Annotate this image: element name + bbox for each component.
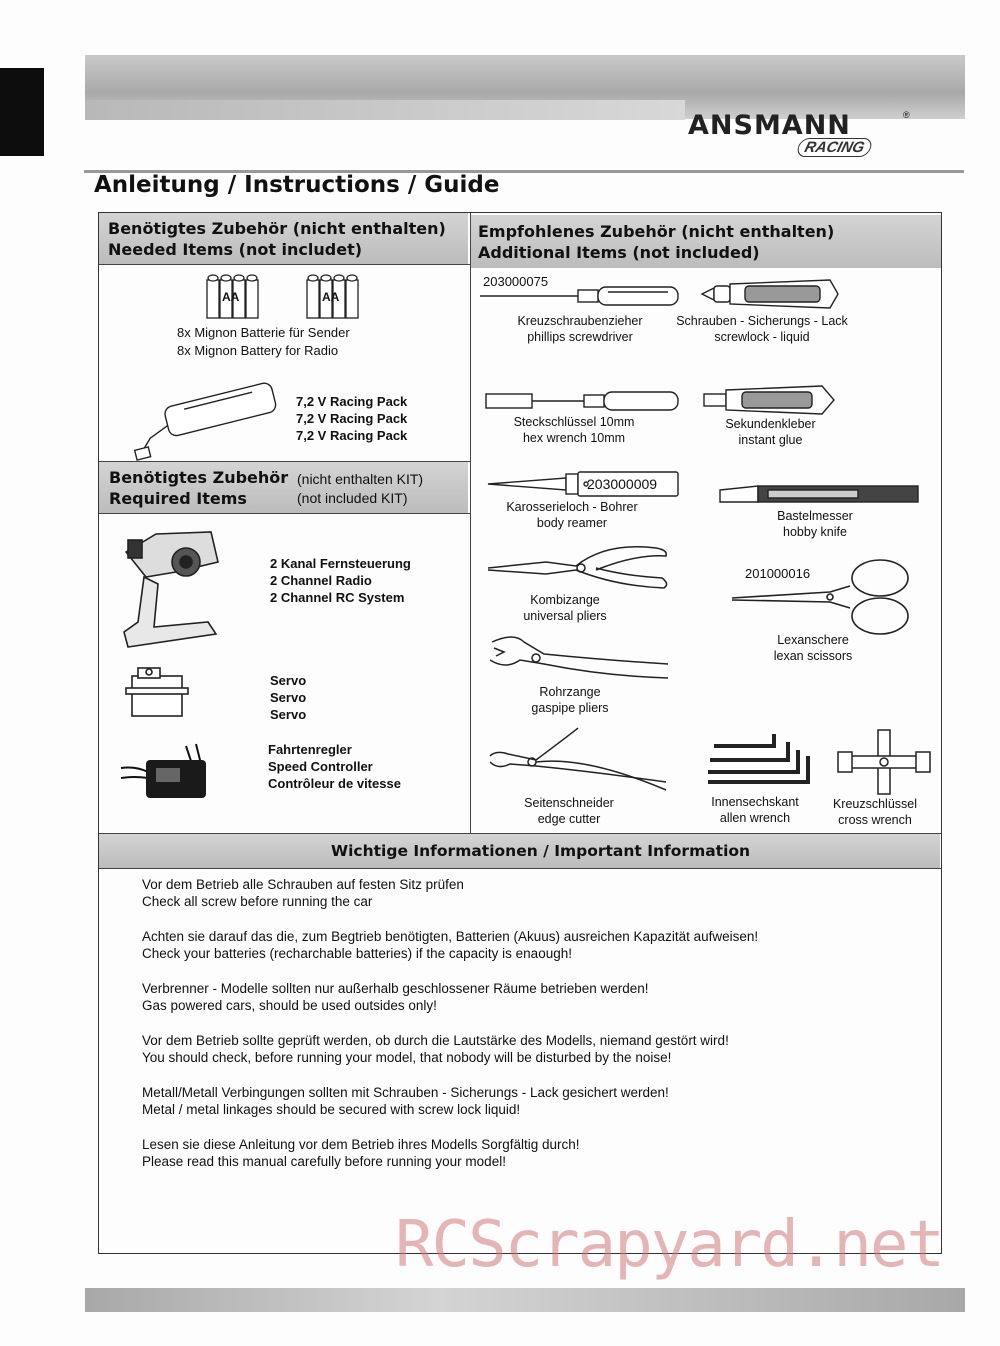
screwdriver-code: 203000075 xyxy=(483,274,549,289)
servo-line: Servo xyxy=(270,690,307,705)
racing-pack-icon xyxy=(126,384,286,450)
universal-pliers-icon xyxy=(486,540,676,596)
gaspipe-en: gaspipe pliers xyxy=(531,701,609,715)
column-divider xyxy=(470,213,471,833)
needed-heading-de: Benötigtes Zubehör (nicht enthalten) xyxy=(108,219,446,238)
info-de: Vor dem Betrieb alle Schrauben auf festen Sitz prüfen xyxy=(142,877,464,892)
gaspipe-pliers-icon xyxy=(484,630,674,685)
info-en: Please read this manual carefully before running your model! xyxy=(142,1154,506,1169)
battery-text-de: 8x Mignon Batterie für Sender xyxy=(177,325,350,340)
divider xyxy=(99,513,470,514)
racing-pack-line: 7,2 V Racing Pack xyxy=(296,428,408,443)
racing-pack-line: 7,2 V Racing Pack xyxy=(296,394,408,409)
info-item xyxy=(142,1084,922,1118)
allen-en: allen wrench xyxy=(719,811,791,825)
required-heading-de: Benötigtes Zubehör xyxy=(109,468,289,487)
info-en: Metal / metal linkages should be secured with screw lock liquid! xyxy=(142,1102,521,1117)
reamer-de: Karosserieloch - Bohrer xyxy=(506,500,638,514)
servo-line: Servo xyxy=(270,707,307,722)
info-item xyxy=(142,876,922,910)
radio-line: 2 Channel RC System xyxy=(270,590,405,605)
radio-line: 2 Kanal Fernsteuerung xyxy=(270,556,411,571)
transmitter-icon xyxy=(116,522,226,652)
screwlock-tube-icon xyxy=(700,276,845,312)
cross-wrench-en: cross wrench xyxy=(838,813,912,827)
allen-wrench-icon xyxy=(704,732,814,788)
pliers-de: Kombizange xyxy=(530,593,600,607)
hobby-knife-icon xyxy=(718,484,923,506)
cutter-en: edge cutter xyxy=(537,812,601,826)
info-de: Achten sie darauf das die, zum Begtrieb benötigten, Batterien (Akuus) ausreichen Kapazität aufweisen! xyxy=(142,929,759,944)
speed-controller-icon xyxy=(116,738,216,804)
required-note-en: (not included KIT) xyxy=(297,490,408,506)
knife-en: hobby knife xyxy=(783,525,847,539)
screwdriver-en: phillips screwdriver xyxy=(527,330,633,344)
logo-registered-mark: ® xyxy=(903,110,910,120)
lexan-scissors-icon xyxy=(730,556,915,638)
screwdriver-icon xyxy=(478,284,688,308)
divider xyxy=(99,868,941,869)
screwlock-en: screwlock - liquid xyxy=(714,330,810,344)
header-band-accent xyxy=(85,100,685,120)
hex-wrench-icon xyxy=(484,390,684,414)
hex-wrench-en: hex wrench 10mm xyxy=(522,431,626,445)
esc-line: Speed Controller xyxy=(268,759,373,774)
info-de: Verbrenner - Modelle sollten nur außerhalb geschlossener Räume betrieben werden! xyxy=(142,981,649,996)
info-item xyxy=(142,980,922,1014)
logo-subtitle: RACING xyxy=(795,138,873,157)
battery-label: AA xyxy=(222,290,240,304)
reamer-code: 203000009 xyxy=(587,476,658,492)
info-en: Check your batteries (recharchable batteries) if the capacity is enaough! xyxy=(142,946,572,961)
required-heading-en: Required Items xyxy=(109,489,247,508)
footer-band xyxy=(85,1288,965,1312)
screwdriver-de: Kreuzschraubenzieher xyxy=(517,314,643,328)
info-en: You should check, before running your model, that nobody will be disturbed by the noise! xyxy=(142,1050,672,1065)
knife-de: Bastelmesser xyxy=(777,509,853,523)
recommended-heading-de: Empfohlenes Zubehör (nicht enthalten) xyxy=(478,222,835,241)
battery-label: AA xyxy=(322,290,340,304)
needed-items-header xyxy=(99,213,468,264)
instant-glue-icon xyxy=(702,382,842,418)
cutter-de: Seitenschneider xyxy=(524,796,614,810)
gaspipe-de: Rohrzange xyxy=(539,685,601,699)
scissors-code: 201000016 xyxy=(745,566,811,581)
divider xyxy=(99,264,470,265)
info-header xyxy=(99,834,940,868)
screwlock-de: Schrauben - Sicherungs - Lack xyxy=(676,314,848,328)
servo-line: Servo xyxy=(270,673,307,688)
hex-wrench-de: Steckschlüssel 10mm xyxy=(513,415,635,429)
required-items-header xyxy=(99,462,468,513)
watermark: RCScrapyard.net xyxy=(395,1208,943,1282)
esc-line: Contrôleur de vitesse xyxy=(268,776,401,791)
info-de: Lesen sie diese Anleitung vor dem Betrieb ihres Modells Sorgfältig durch! xyxy=(142,1137,580,1152)
info-item xyxy=(142,1136,922,1170)
info-item xyxy=(142,928,922,962)
info-item xyxy=(142,1032,922,1066)
info-en: Check all screw before running the car xyxy=(142,894,373,909)
pliers-en: universal pliers xyxy=(523,609,607,623)
info-de: Vor dem Betrieb sollte geprüft werden, ob durch die Lautstärke des Modells, niemand gestört wird! xyxy=(142,1033,729,1048)
scan-edge-mark xyxy=(0,68,44,156)
page-title: Anleitung / Instructions / Guide xyxy=(94,172,500,198)
glue-de: Sekundenkleber xyxy=(725,417,816,431)
info-heading: Wichtige Informationen / Important Information xyxy=(331,842,751,860)
esc-line: Fahrtenregler xyxy=(268,742,352,757)
battery-text-en: 8x Mignon Battery for Radio xyxy=(177,343,339,358)
info-en: Gas powered cars, should be used outsides only! xyxy=(142,998,437,1013)
edge-cutter-icon xyxy=(486,726,671,796)
required-note-de: (nicht enthalten KIT) xyxy=(297,471,424,487)
info-de: Metall/Metall Verbingungen sollten mit Schrauben - Sicherungs - Lack gesichert werden! xyxy=(142,1085,669,1100)
ansmann-racing-logo xyxy=(688,100,918,164)
cross-wrench-icon xyxy=(836,728,932,798)
glue-en: instant glue xyxy=(738,433,803,447)
allen-de: Innensechskant xyxy=(711,795,799,809)
scissors-de: Lexanschere xyxy=(777,633,849,647)
scissors-en: lexan scissors xyxy=(773,649,853,663)
divider xyxy=(99,461,470,462)
reamer-en: body reamer xyxy=(536,516,608,530)
cross-wrench-de: Kreuzschlüssel xyxy=(832,797,918,811)
recommended-heading-en: Additional Items (not included) xyxy=(478,243,760,262)
info-list xyxy=(142,876,922,1188)
logo-wordmark: ANSMANN xyxy=(688,110,851,141)
radio-line: 2 Channel Radio xyxy=(270,573,372,588)
needed-heading-en: Needed Items (not includet) xyxy=(108,240,363,259)
recommended-items-header xyxy=(471,215,941,268)
servo-icon xyxy=(124,664,194,722)
racing-pack-line: 7,2 V Racing Pack xyxy=(296,411,408,426)
